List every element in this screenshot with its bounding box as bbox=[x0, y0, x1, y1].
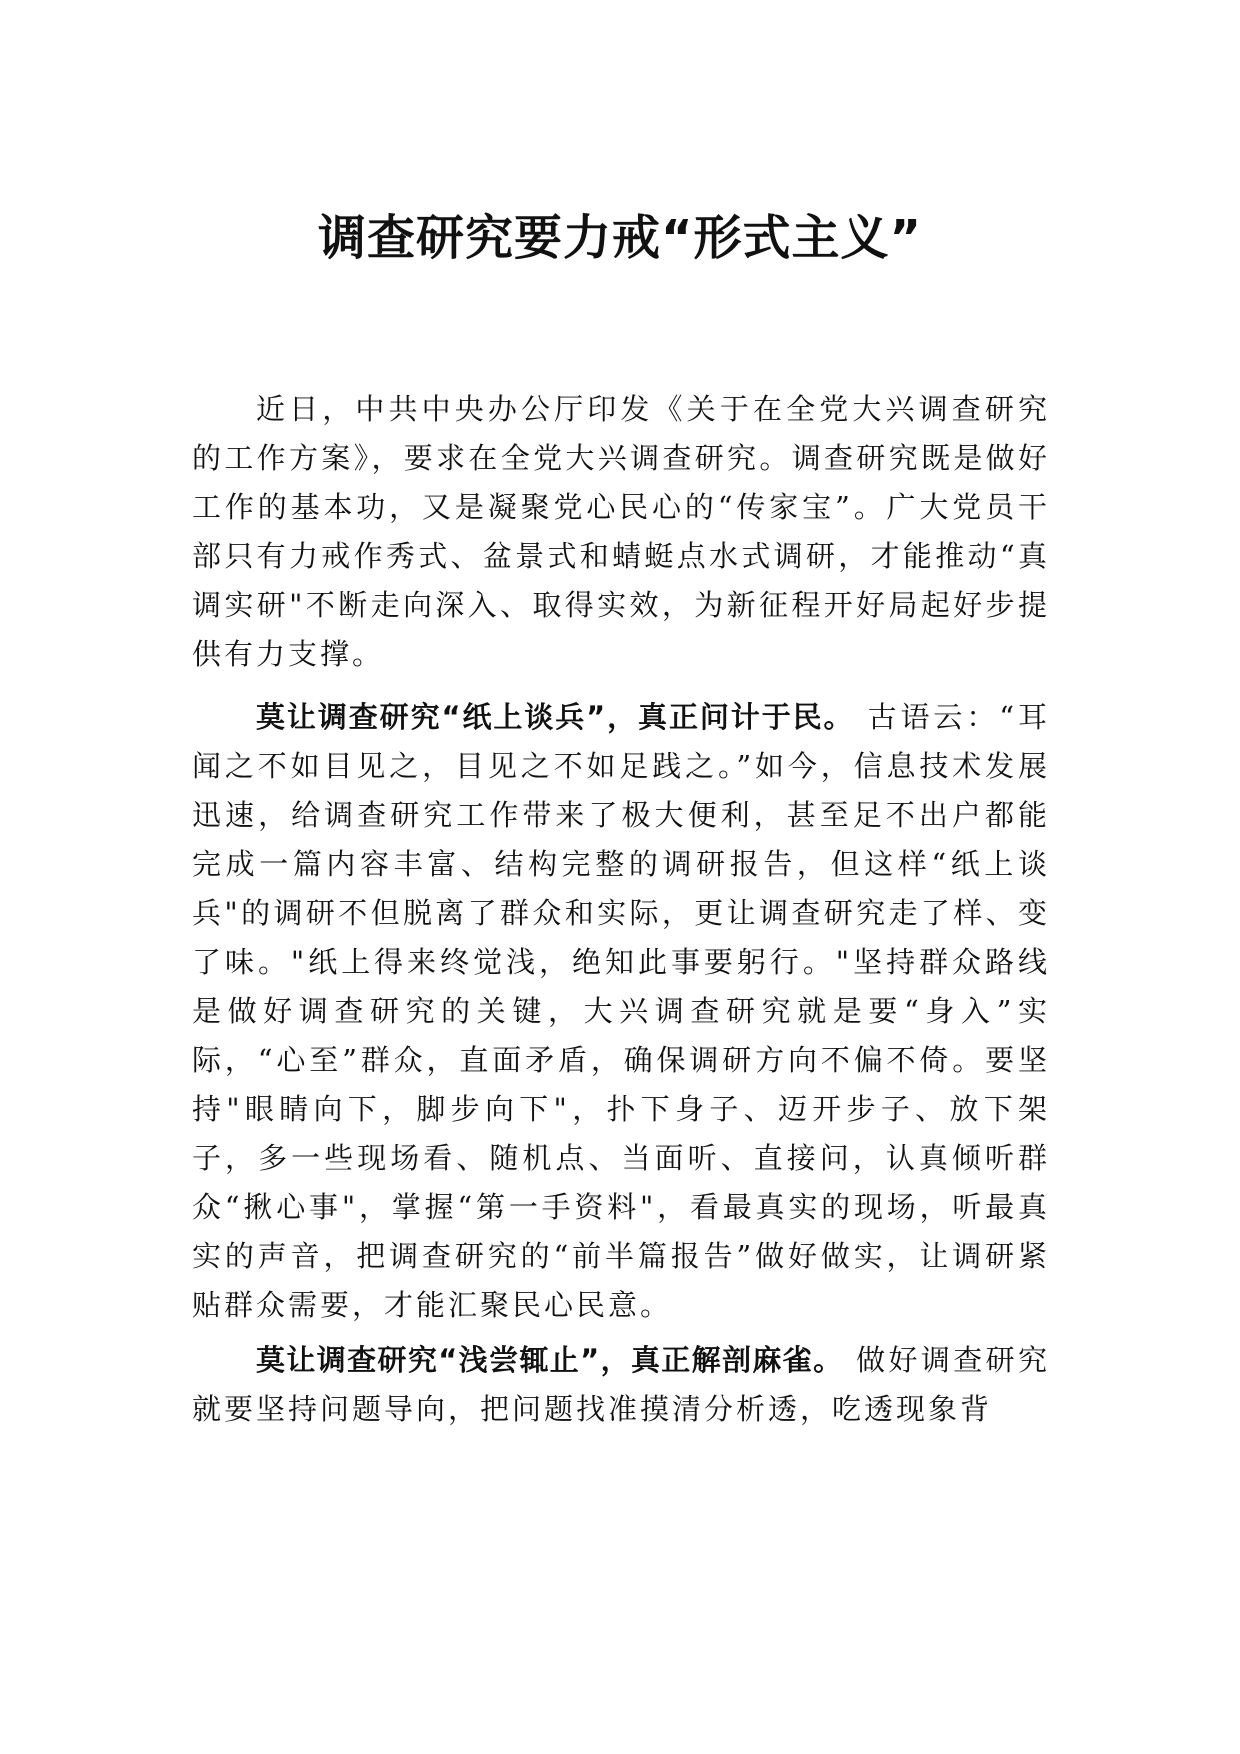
paragraph-section-2 bbox=[192, 1336, 1050, 1434]
section-heading: 莫让调查研究“浅尝辄止”，真正解剖麻雀。 bbox=[256, 1343, 844, 1377]
paragraph-text: 古语云：“耳闻之不如目见之，目见之不如足践之。”如今，信息技术发展迅速，给调查研究工作带来了极大便利，甚至足不出户都能完成一篇内容丰富、结构完整的调研报告，但这样“纸上谈兵"的调研不但脱离了群众和实际，更让调查研究走了样、变了味。"纸上得来终觉浅，绝知此事要躬行。"坚持群众路线是做好调查研究的关键，大兴调查研究就是要“身入”实际，“心至”群众，直面矛盾，确保调研方向不偏不倚。要坚持"眼睛向下，脚步向下"，扑下身子、迈开步子、放下架子，多一些现场看、随机点、当面听、直接问，认真倾听群众“揪心事"，掌握“第一手资料"，看最真实的现场，听最真实的声音，把调查研究的“前半篇报告”做好做实，让调研紧贴群众需要，才能汇聚民心民意。 bbox=[192, 700, 1051, 1322]
paragraph-section-1 bbox=[192, 693, 1050, 1330]
paragraph-text: 做好调查研究就要坚持问题导向，把问题找准摸清分析透，吃透现象背 bbox=[192, 1343, 1050, 1426]
section-heading: 莫让调查研究“纸上谈兵”，真正问计于民。 bbox=[256, 700, 855, 734]
paragraph-intro bbox=[192, 385, 1050, 679]
document-title: 调查研究要力戒“形式主义” bbox=[317, 210, 923, 266]
article-body bbox=[192, 385, 1050, 1434]
paragraph-text: 近日，中共中央办公厅印发《关于在全党大兴调查研究的工作方案》，要求在全党大兴调查研究。调查研究既是做好工作的基本功，又是凝聚党心民心的“传家宝”。广大党员干部只有力戒作秀式、盆景式和蜻蜓点水式调研，才能推动“真调实研"不断走向深入、取得实效，为新征程开好局起好步提供有力支撑。 bbox=[192, 392, 1050, 671]
